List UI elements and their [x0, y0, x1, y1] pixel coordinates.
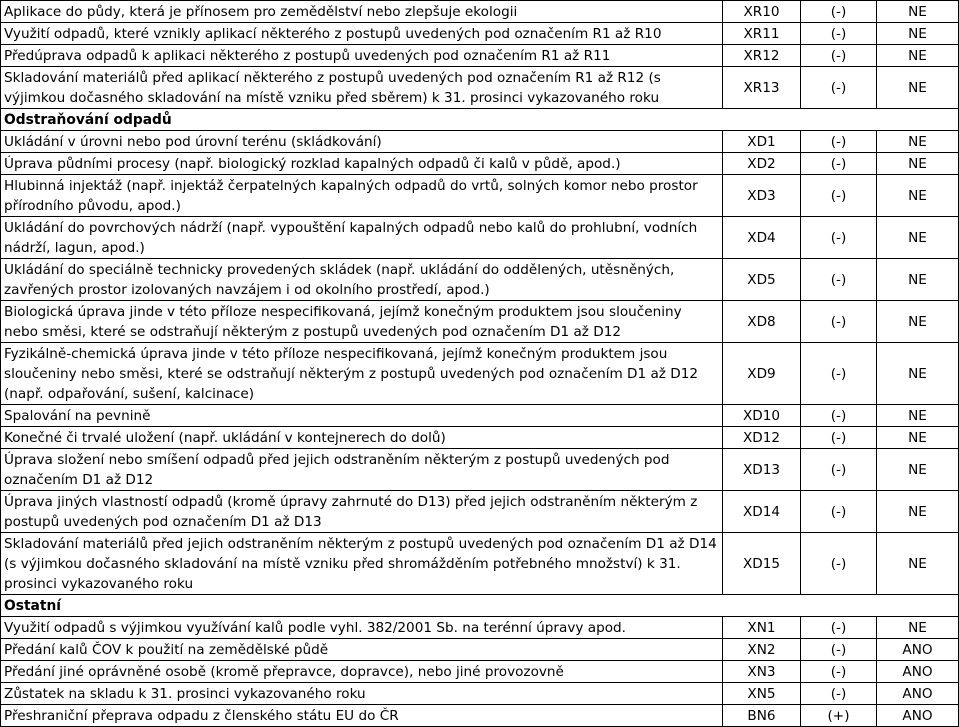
row-description: Úprava složení nebo smíšení odpadů před jejich odstraněním některým z postupů uvedených pod označením D1 až D12: [1, 449, 723, 491]
row-description: Předání jiné oprávněné osobě (kromě přepravce, dopravce), nebo jiné provozovně: [1, 661, 723, 683]
table-row: [1, 639, 959, 661]
row-answer: ANO: [877, 705, 959, 727]
row-code: BN6: [723, 705, 801, 727]
row-code: XD13: [723, 449, 801, 491]
table-row: [1, 705, 959, 727]
row-description: Úprava jiných vlastností odpadů (kromě úpravy zahrnuté do D13) před jejich odstraněním některým z postupů uvedených pod označením D1 až D13: [1, 491, 723, 533]
row-description: Předání kalů ČOV k použití na zemědělské půdě: [1, 639, 723, 661]
table-row: [1, 153, 959, 175]
row-description: Fyzikálně-chemická úprava jinde v této příloze nespecifikovaná, jejímž konečným produktem jsou sloučeniny nebo směsi, které se odstraňují některým z postupů uvedených pod označením D1 až D12 (např. odpařování, sušení, kalcinace): [1, 343, 723, 405]
section-header-row: [1, 109, 959, 131]
row-flag: (-): [801, 259, 877, 301]
row-flag: (-): [801, 1, 877, 23]
row-answer: NE: [877, 491, 959, 533]
table-row: [1, 427, 959, 449]
row-code: XD9: [723, 343, 801, 405]
row-code: XN1: [723, 617, 801, 639]
row-flag: (-): [801, 617, 877, 639]
table-row: [1, 343, 959, 405]
row-description: Zůstatek na skladu k 31. prosinci vykazovaného roku: [1, 683, 723, 705]
row-answer: NE: [877, 427, 959, 449]
row-description: Biologická úprava jinde v této příloze nespecifikovaná, jejímž konečným produktem jsou sloučeniny nebo směsi, které se odstraňují některým z postupů uvedených pod označením D1 až D12: [1, 301, 723, 343]
row-code: XN5: [723, 683, 801, 705]
row-description: Využití odpadů s výjimkou využívání kalů podle vyhl. 382/2001 Sb. na terénní úpravy apod.: [1, 617, 723, 639]
table-row: [1, 1, 959, 23]
row-flag: (-): [801, 131, 877, 153]
table-row: [1, 217, 959, 259]
row-code: XD15: [723, 533, 801, 595]
row-flag: (-): [801, 427, 877, 449]
row-flag: (-): [801, 449, 877, 491]
row-description: Ukládání do speciálně technicky provedených skládek (např. ukládání do oddělených, utěsněných, zavřených prostor izolovaných navzájem i od okolního prostředí, apod.): [1, 259, 723, 301]
row-flag: (+): [801, 705, 877, 727]
row-flag: (-): [801, 683, 877, 705]
row-code: XD10: [723, 405, 801, 427]
table-row: [1, 533, 959, 595]
row-flag: (-): [801, 661, 877, 683]
row-answer: NE: [877, 217, 959, 259]
row-code: XD4: [723, 217, 801, 259]
row-answer: NE: [877, 23, 959, 45]
row-code: XR10: [723, 1, 801, 23]
row-code: XD1: [723, 131, 801, 153]
row-code: XD8: [723, 301, 801, 343]
table-row: [1, 449, 959, 491]
row-code: XR11: [723, 23, 801, 45]
row-description: Aplikace do půdy, která je přínosem pro zemědělství nebo zlepšuje ekologii: [1, 1, 723, 23]
row-flag: (-): [801, 175, 877, 217]
row-answer: NE: [877, 131, 959, 153]
row-description: Spalování na pevnině: [1, 405, 723, 427]
section-title: Ostatní: [1, 595, 959, 617]
table-row: [1, 617, 959, 639]
table-row: [1, 45, 959, 67]
row-answer: NE: [877, 617, 959, 639]
row-answer: ANO: [877, 639, 959, 661]
table-row: [1, 259, 959, 301]
row-flag: (-): [801, 67, 877, 109]
row-flag: (-): [801, 301, 877, 343]
row-answer: NE: [877, 343, 959, 405]
row-code: XR13: [723, 67, 801, 109]
row-flag: (-): [801, 639, 877, 661]
row-answer: NE: [877, 449, 959, 491]
row-description: Úprava půdními procesy (např. biologický rozklad kapalných odpadů či kalů v půdě, apod.): [1, 153, 723, 175]
row-description: Skladování materiálů před aplikací některého z postupů uvedených pod označením R1 až R12 (s výjimkou dočasného skladování na místě vzniku před sběrem) k 31. prosinci vykazovaného roku: [1, 67, 723, 109]
row-description: Ukládání v úrovni nebo pod úrovní terénu (skládkování): [1, 131, 723, 153]
row-answer: NE: [877, 301, 959, 343]
row-flag: (-): [801, 45, 877, 67]
section-title: Odstraňování odpadů: [1, 109, 959, 131]
row-answer: NE: [877, 175, 959, 217]
row-code: XD2: [723, 153, 801, 175]
row-description: Využití odpadů, které vznikly aplikací některého z postupů uvedených pod označením R1 až R10: [1, 23, 723, 45]
table-row: [1, 683, 959, 705]
row-flag: (-): [801, 533, 877, 595]
row-code: XN3: [723, 661, 801, 683]
table-row: [1, 491, 959, 533]
row-answer: ANO: [877, 661, 959, 683]
row-description: Ukládání do povrchových nádrží (např. vypouštění kapalných odpadů nebo kalů do prohlubní, vodních nádrží, lagun, apod.): [1, 217, 723, 259]
row-answer: NE: [877, 533, 959, 595]
table-row: [1, 301, 959, 343]
row-answer: NE: [877, 153, 959, 175]
table-row: [1, 175, 959, 217]
row-flag: (-): [801, 491, 877, 533]
table-row: [1, 131, 959, 153]
table-row: [1, 23, 959, 45]
row-answer: NE: [877, 405, 959, 427]
row-description: Konečné či trvalé uložení (např. ukládání v kontejnerech do dolů): [1, 427, 723, 449]
row-code: XN2: [723, 639, 801, 661]
section-header-row: [1, 595, 959, 617]
row-flag: (-): [801, 153, 877, 175]
row-answer: NE: [877, 67, 959, 109]
row-description: Předúprava odpadů k aplikaci některého z postupů uvedených pod označením R1 až R11: [1, 45, 723, 67]
row-code: XD5: [723, 259, 801, 301]
row-flag: (-): [801, 343, 877, 405]
row-description: Hlubinná injektáž (např. injektáž čerpatelných kapalných odpadů do vrtů, solných komor nebo prostor přírodního původu, apod.): [1, 175, 723, 217]
row-code: XD3: [723, 175, 801, 217]
row-flag: (-): [801, 23, 877, 45]
row-answer: NE: [877, 1, 959, 23]
row-description: Přeshraniční přeprava odpadu z členského státu EU do ČR: [1, 705, 723, 727]
table-row: [1, 67, 959, 109]
row-flag: (-): [801, 405, 877, 427]
row-code: XR12: [723, 45, 801, 67]
row-code: XD14: [723, 491, 801, 533]
table-row: [1, 661, 959, 683]
row-answer: NE: [877, 45, 959, 67]
row-description: Skladování materiálů před jejich odstraněním některým z postupů uvedených pod označením D1 až D14 (s výjimkou dočasného skladování na místě vzniku před shromážděním potřebného množství) k 31. prosinci vykazovaného roku: [1, 533, 723, 595]
table-row: [1, 405, 959, 427]
row-answer: ANO: [877, 683, 959, 705]
row-flag: (-): [801, 217, 877, 259]
row-code: XD12: [723, 427, 801, 449]
waste-code-table-body: [1, 1, 959, 727]
row-answer: NE: [877, 259, 959, 301]
